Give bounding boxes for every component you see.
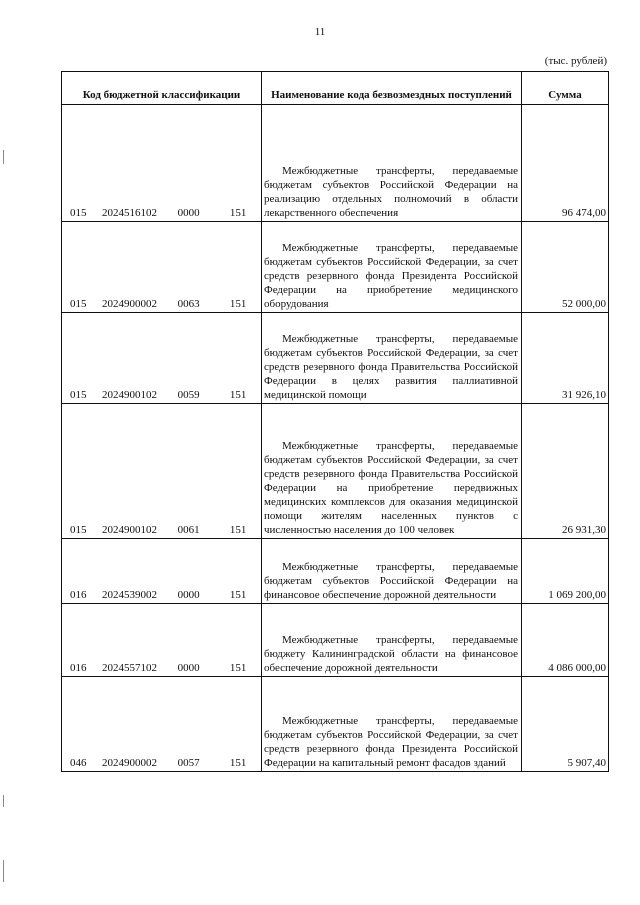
code-cell <box>62 677 262 772</box>
admin-code: 046 <box>70 757 87 769</box>
table-row <box>62 677 609 772</box>
sum-cell: 26 931,30 <box>522 404 609 539</box>
program-code: 0063 <box>177 298 200 310</box>
name-text: Межбюджетные трансферты, передаваемые бюджетам субъектов Российской Федерации, за счет средств резервного фонда Президента Российской Федерации на капитальный ремонт фасадов зданий <box>264 715 518 769</box>
code-cell <box>62 539 262 604</box>
program-code: 0057 <box>177 757 200 769</box>
program-code: 0000 <box>177 589 200 601</box>
admin-code: 016 <box>70 589 87 601</box>
name-text: Межбюджетные трансферты, передаваемые бюджетам субъектов Российской Федерации, за счет средств резервного фонда Правительства Российской Федерации в целях развития паллиативной медицинской помощи <box>264 333 518 401</box>
economic-code: 151 <box>229 389 247 401</box>
code-cell <box>62 604 262 677</box>
name-cell <box>262 539 522 604</box>
income-code: 2024900002 <box>101 757 157 769</box>
name-cell <box>262 604 522 677</box>
admin-code: 016 <box>70 662 87 674</box>
name-text: Межбюджетные трансферты, передаваемые бюджету Калининградской области на финансовое обеспечение дорожной деятельности <box>264 634 518 674</box>
name-cell <box>262 404 522 539</box>
admin-code: 015 <box>70 524 87 536</box>
margin-mark <box>3 860 4 882</box>
table-row <box>62 539 609 604</box>
admin-code: 015 <box>70 207 87 219</box>
sum-cell: 96 474,00 <box>522 105 609 222</box>
header-sum: Сумма <box>522 72 609 105</box>
table-row <box>62 105 609 222</box>
income-code: 2024900102 <box>101 389 157 401</box>
table-header-row <box>62 72 609 105</box>
sum-cell: 5 907,40 <box>522 677 609 772</box>
admin-code: 015 <box>70 298 87 310</box>
name-text: Межбюджетные трансферты, передаваемые бюджетам субъектов Российской Федерации, за счет средств резервного фонда Президента Российской Федерации на приобретение медицинского оборудования <box>264 242 518 310</box>
economic-code: 151 <box>229 662 247 674</box>
table-row <box>62 604 609 677</box>
name-text: Межбюджетные трансферты, передаваемые бюджетам субъектов Российской Федерации на финансовое обеспечение дорожной деятельности <box>264 561 518 601</box>
table-row <box>62 404 609 539</box>
name-cell <box>262 313 522 404</box>
name-cell <box>262 677 522 772</box>
table-body <box>62 105 609 772</box>
income-code: 2024557102 <box>101 662 157 674</box>
program-code: 0000 <box>177 207 200 219</box>
income-code: 2024539002 <box>101 589 157 601</box>
economic-code: 151 <box>229 298 247 310</box>
program-code: 0059 <box>177 389 200 401</box>
units-label: (тыс. рублей) <box>544 55 607 67</box>
code-cell <box>62 404 262 539</box>
code-cell <box>62 222 262 313</box>
income-code: 2024900102 <box>101 524 157 536</box>
margin-mark <box>3 795 4 807</box>
sum-cell: 52 000,00 <box>522 222 609 313</box>
sum-cell: 31 926,10 <box>522 313 609 404</box>
table-row <box>62 313 609 404</box>
header-name: Наименование кода безвозмездных поступлений <box>262 72 522 105</box>
budget-table <box>61 71 609 772</box>
economic-code: 151 <box>229 207 247 219</box>
income-code: 2024900002 <box>101 298 157 310</box>
economic-code: 151 <box>229 589 247 601</box>
income-code: 2024516102 <box>101 207 157 219</box>
economic-code: 151 <box>229 524 247 536</box>
header-code: Код бюджетной классификации <box>62 72 262 105</box>
program-code: 0061 <box>177 524 200 536</box>
code-cell <box>62 313 262 404</box>
code-cell <box>62 105 262 222</box>
name-cell <box>262 222 522 313</box>
table-row <box>62 222 609 313</box>
name-text: Межбюджетные трансферты, передаваемые бюджетам субъектов Российской Федерации на реализацию отдельных полномочий в области лекарственного обеспечения <box>264 165 518 219</box>
sum-cell: 1 069 200,00 <box>522 539 609 604</box>
sum-cell: 4 086 000,00 <box>522 604 609 677</box>
economic-code: 151 <box>229 757 247 769</box>
margin-mark <box>3 150 4 164</box>
page-number: 11 <box>314 26 326 38</box>
name-cell <box>262 105 522 222</box>
program-code: 0000 <box>177 662 200 674</box>
name-text: Межбюджетные трансферты, передаваемые бюджетам субъектов Российской Федерации, за счет средств резервного фонда Правительства Российской Федерации на приобретение передвижных медицинских комплексов для оказания медицинской помощи жителям населенных пунктов с численностью населения до 100 человек <box>264 440 518 536</box>
admin-code: 015 <box>70 389 87 401</box>
